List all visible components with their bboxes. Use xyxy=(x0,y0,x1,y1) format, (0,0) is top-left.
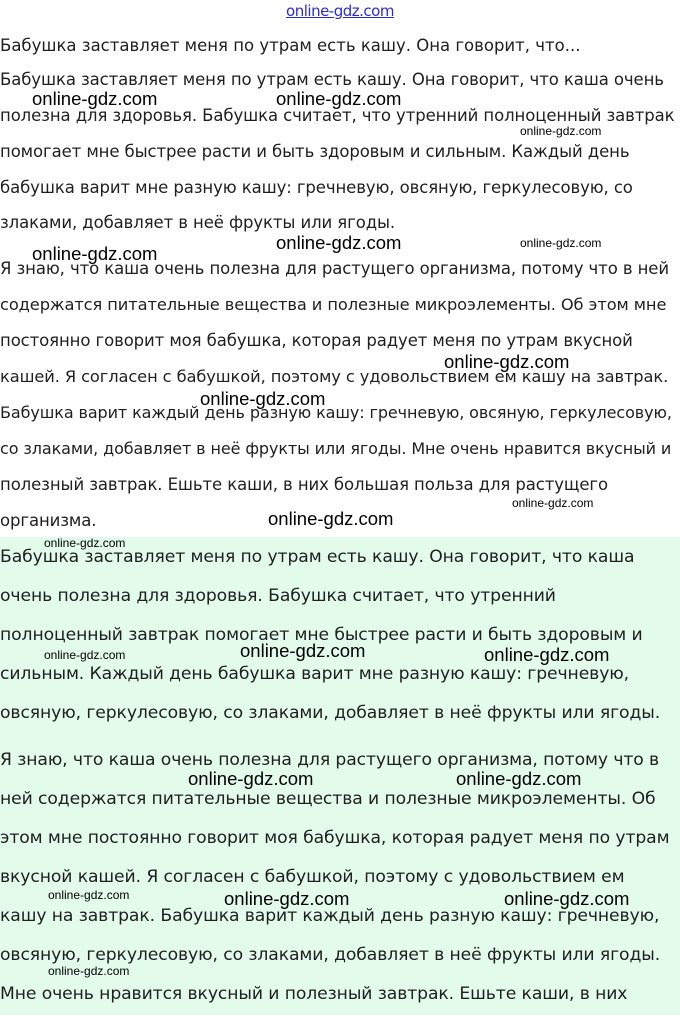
watermark: online-gdz.com xyxy=(268,508,394,529)
site-link[interactable]: online-gdz.com xyxy=(286,2,394,20)
essay2-line: Мне очень нравится вкусный и полезный завтрак. Ешьте каши, в них xyxy=(0,984,628,1004)
essay1-line: помогает мне быстрее расти и быть здоровым и сильным. Каждый день xyxy=(0,142,630,161)
essay1-line: Бабушка варит каждый день разную кашу: гречневую, овсяную, геркулесовую, xyxy=(0,403,672,422)
essay1-line: содержатся питательные вещества и полезные микроэлементы. Об этом мне xyxy=(0,295,667,314)
watermark: online-gdz.com xyxy=(32,243,158,264)
watermark: online-gdz.com xyxy=(44,648,126,662)
watermark: online-gdz.com xyxy=(44,536,126,550)
essay1-line: со злаками, добавляет в неё фрукты или ягоды. Мне очень нравится вкусный и xyxy=(0,439,672,458)
watermark: online-gdz.com xyxy=(276,88,402,109)
watermark: online-gdz.com xyxy=(48,888,130,902)
watermark: online-gdz.com xyxy=(520,236,602,250)
essay-intro: Бабушка заставляет меня по утрам есть кашу. Она говорит, что... xyxy=(0,36,581,55)
watermark: online-gdz.com xyxy=(48,964,130,978)
watermark: online-gdz.com xyxy=(200,388,326,409)
essay1-line: организма. xyxy=(0,511,97,530)
watermark: online-gdz.com xyxy=(276,232,402,253)
watermark: online-gdz.com xyxy=(224,888,350,909)
essay1-line: постоянно говорит моя бабушка, которая радует меня по утрам вкусной xyxy=(0,331,633,350)
essay1-line: злаками, добавляет в неё фрукты или ягоды. xyxy=(0,213,396,232)
essay2-line: этом мне постоянно говорит моя бабушка, которая радует меня по утрам xyxy=(0,828,670,848)
essay1-line: кашей. Я согласен с бабушкой, поэтому с удовольствием ем кашу на завтрак. xyxy=(0,367,669,386)
watermark: online-gdz.com xyxy=(504,888,630,909)
watermark: online-gdz.com xyxy=(188,768,314,789)
essay1-line: бабушка варит мне разную кашу: гречневую, овсяную, геркулесовую, со xyxy=(0,178,633,197)
essay2-line: овсяную, геркулесовую, со злаками, добавляет в неё фрукты или ягоды. xyxy=(0,703,661,723)
essay2-line: овсяную, геркулесовую, со злаками, добавляет в неё фрукты или ягоды. xyxy=(0,945,661,965)
essay2-line: Я знаю, что каша очень полезна для растущего организма, потому что в xyxy=(0,750,660,770)
watermark: online-gdz.com xyxy=(512,496,594,510)
essay1-line: Бабушка заставляет меня по утрам есть кашу. Она говорит, что каша очень xyxy=(0,70,664,89)
essay2-line: очень полезна для здоровья. Бабушка считает, что утренний xyxy=(0,586,556,606)
essay1-line: полезный завтрак. Ешьте каши, в них большая польза для растущего xyxy=(0,475,608,494)
essay1-line: Я знаю, что каша очень полезна для растущего организма, потому что в ней xyxy=(0,259,669,278)
watermark: online-gdz.com xyxy=(444,351,570,372)
watermark: online-gdz.com xyxy=(240,640,366,661)
watermark: online-gdz.com xyxy=(484,644,610,665)
essay2-line: вкусной кашей. Я согласен с бабушкой, поэтому с удовольствием ем xyxy=(0,867,625,887)
essay2-line: кашу на завтрак. Бабушка варит каждый день разную кашу: гречневую, xyxy=(0,906,660,926)
essay2-line: полноценный завтрак помогает мне быстрее расти и быть здоровым и xyxy=(0,625,643,645)
watermark: online-gdz.com xyxy=(520,124,602,138)
watermark: online-gdz.com xyxy=(32,88,158,109)
watermark: online-gdz.com xyxy=(456,768,582,789)
essay2-line: ней содержатся питательные вещества и полезные микроэлементы. Об xyxy=(0,789,656,809)
essay2-line: Бабушка заставляет меня по утрам есть кашу. Она говорит, что каша xyxy=(0,547,635,567)
essay2-line: сильным. Каждый день бабушка варит мне разную кашу: гречневую, xyxy=(0,664,629,684)
essay1-line: полезна для здоровья. Бабушка считает, что утренний полноценный завтрак xyxy=(0,106,675,125)
